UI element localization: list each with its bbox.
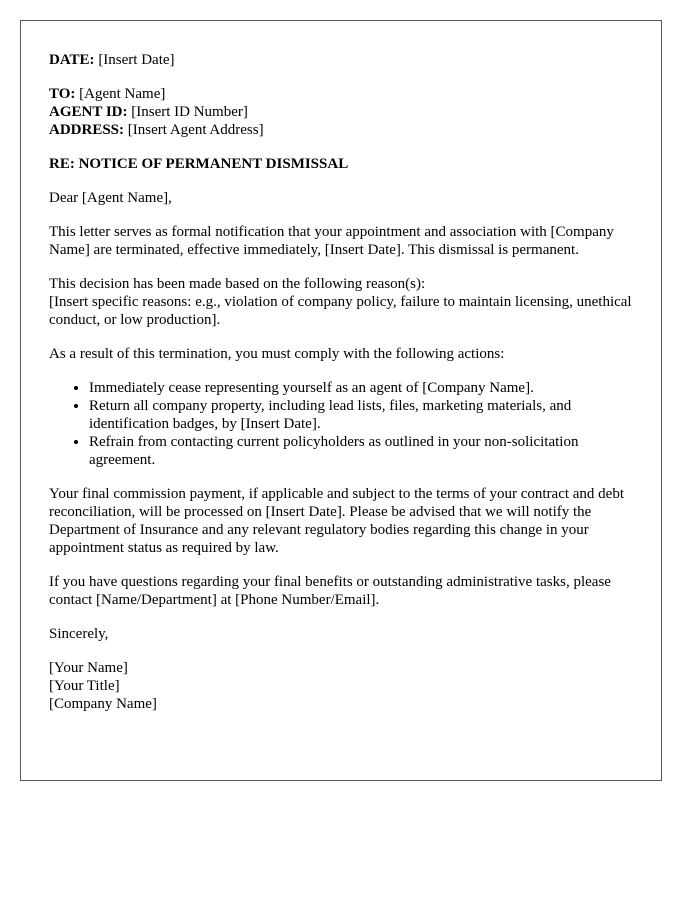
address-value: [Insert Agent Address] xyxy=(124,122,264,138)
signature-name: [Your Name] xyxy=(49,660,128,676)
recipient-block xyxy=(49,85,633,139)
signature-title: [Your Title] xyxy=(49,678,120,694)
commission-paragraph: Your final commission payment, if applicable and subject to the terms of your contract and debt reconciliation, will be processed on [Insert Date]. Please be advised that we will notify the Department of Insurance and any relevant regulatory bodies regarding this change in your appointment status as required by law. xyxy=(49,486,625,556)
letter-page xyxy=(20,20,662,781)
subject-line xyxy=(49,155,633,173)
agent-id-value: [Insert ID Number] xyxy=(127,104,248,120)
salutation: Dear [Agent Name], xyxy=(49,190,172,206)
action-item: • Return all company property, including lead lists, files, marketing materials, and identification badges, by [Insert Date]. xyxy=(89,397,633,433)
date-value: [Insert Date] xyxy=(94,52,175,68)
reasons-detail: [Insert specific reasons: e.g., violation of company policy, failure to maintain licensing, unethical conduct, or low production]. xyxy=(49,294,632,328)
address-line xyxy=(49,121,633,139)
agent-id-line xyxy=(49,103,633,121)
date-label: DATE: xyxy=(49,52,95,68)
address-label: ADDRESS: xyxy=(49,122,125,138)
signature-company: [Company Name] xyxy=(49,696,157,712)
agent-id-label: AGENT ID: xyxy=(49,104,128,120)
notification-paragraph: This letter serves as formal notification that your appointment and association with [Company Name] are terminated, effective immediately, [Insert Date]. This dismissal is permanent. xyxy=(49,224,614,258)
to-label: TO: xyxy=(49,86,76,102)
to-line xyxy=(49,85,633,103)
reasons-intro: This decision has been made based on the following reason(s): xyxy=(49,276,426,292)
contact-paragraph: If you have questions regarding your final benefits or outstanding administrative tasks, please contact [Name/Department] at [Phone Number/Email]. xyxy=(49,574,611,608)
reasons-paragraph xyxy=(49,275,633,329)
actions-intro: As a result of this termination, you must comply with the following actions: xyxy=(49,346,505,362)
closing: Sincerely, xyxy=(49,626,109,642)
action-item: • Immediately cease representing yourself as an agent of [Company Name]. xyxy=(89,379,633,397)
action-item: • Refrain from contacting current policyholders as outlined in your non-solicitation agreement. xyxy=(89,433,633,469)
signature-block xyxy=(49,659,633,713)
to-value: [Agent Name] xyxy=(75,86,166,102)
date-line xyxy=(49,51,633,69)
subject-text: RE: NOTICE OF PERMANENT DISMISSAL xyxy=(49,156,349,172)
actions-list xyxy=(49,379,633,469)
